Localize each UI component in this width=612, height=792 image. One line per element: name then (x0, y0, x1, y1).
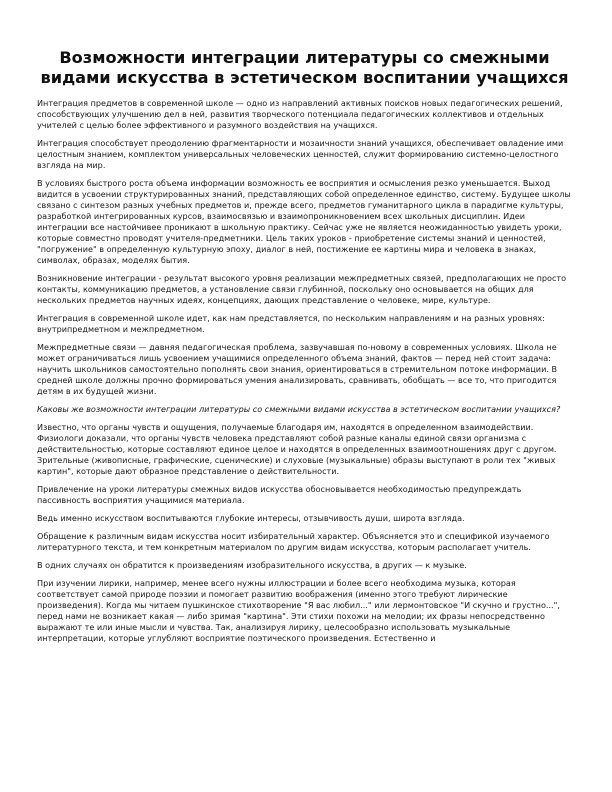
paragraph: Известно, что органы чувств и ощущения, получаемые благодаря им, находятся в определенном взаимодействии. Физиологи доказали, что органы чувств человека представляют собой разные каналы единой связи организма с действительностью, которые составляют единое целое и находятся в определенных взаимоотношениях друг с другом. Зрительные (живописные, графические, сценические) и слуховые (музыкальные) образы выступают в роли тех "живых картин", которые дают образное представление о действительности. (37, 422, 557, 476)
paragraph: Межпредметные связи — давняя педагогическая проблема, зазвучавшая по-новому в современных условиях. Школа не может ограничиваться лишь усвоением учащимися определенного объема знаний, фактов — перед ней стоит задача: научить школьников самостоятельно пополнять свои знания, ориентироваться в стремительном потоке информации. В средней школе должны прочно формироваться умения анализировать, сравнивать, обобщать — все то, что пригодится детям в их будущей жизни. (37, 342, 558, 396)
paragraph: Привлечение на уроки литературы смежных видов искусства обосновывается необходимостью предупреждать пассивность восприятия учащимися материала. (37, 484, 522, 505)
paragraph: Ведь именно искусством воспитываются глубокие интересы, отзывчивость души, широта взгляда. (37, 513, 465, 523)
paragraph: При изучении лирики, например, менее всего нужны иллюстрации и более всего необходима музыка, которая соответствует самой природе поэзии и помогает развитию воображения (именно этого требуют лирические произведения). Когда мы читаем пушкинское стихотворение "Я вас любил..." или лермонтовское "И скучно и грустно...", перед нами не возникает какая — либо зримая "картина". Эти стихи похожи на мелодии; их фразы непосредственно выражают те или иные мысли и чувства. Так, анализируя лирику, целесообразно использовать музыкальные интерпретации, которые углубляют восприятие поэтического произведения. Естественно и (37, 578, 560, 643)
paragraph: Интеграция предметов в современной школе — одно из направлений активных поисков новых педагогических решений, способствующих улучшению дел в ней, развития творческого потенциала педагогических коллективов и отдельных учителей с целью более эффективного и разумного воздействия на учащихся. (37, 98, 563, 130)
italic-question-paragraph: Каковы же возможности интеграции литературы со смежными видами искусства в эстетическом воспитании учащихся? (37, 404, 561, 414)
paragraph: Обращение к различным видам искусства носит избирательный характер. Объясняется это и спецификой изучаемого литературного текста, и тем конкретным материалом по другим видам искусства, которым располагает учитель. (37, 531, 550, 552)
document-body (37, 98, 572, 644)
paragraph: В условиях быстрого роста объема информации возможность ее восприятия и осмысления резко уменьшается. Выход видится в усвоении структурированных знаний, представляющих собой определенное единство, систему. Будущее школы связано с синтезом разных учебных предметов и, прежде всего, предметов гуманитарного цикла в парадигме культуры, разработкой интегрированных курсов, взаимосвязью и взаимопроникновением всех школьных дисциплин. Идеи интеграции все настойчивее проникают в школьную практику. Сейчас уже не является неожиданностью увидеть уроки, которые совместно проводят учителя-предметники. Цель таких уроков - приобретение системы знаний и ценностей, "погружение" в определенную культурную эпоху, диалог в ней, постижение ее картины мира и человека в знаках, символах, образах, моделях бытия. (37, 178, 571, 265)
paragraph: В одних случаях он обратится к произведениям изобразительного искусства, в других — к музыке. (37, 560, 467, 570)
paragraph: Возникновение интеграции - результат высокого уровня реализации межпредметных связей, предполагающих не просто контакты, коммуникацию предметов, а установление связи глубинной, поскольку оно основывается на общих для нескольких предметов научных идеях, концепциях, дающих представление о человеке, мире, культуре. (37, 273, 567, 305)
document-title: Возможности интеграции литературы со смежными видами искусства в эстетическом воспитании учащихся (40, 48, 569, 87)
paragraph: Интеграция способствует преодолению фрагментарности и мозаичности знаний учащихся, обеспечивает овладение ими целостным знанием, комплектом универсальных человеческих ценностей, служит формированию системно-целостного взгляда на мир. (37, 138, 564, 170)
paragraph: Интеграция в современной школе идет, как нам представляется, по нескольким направлениям и на разных уровнях: внутрипредметном и межпредметном. (37, 313, 545, 334)
